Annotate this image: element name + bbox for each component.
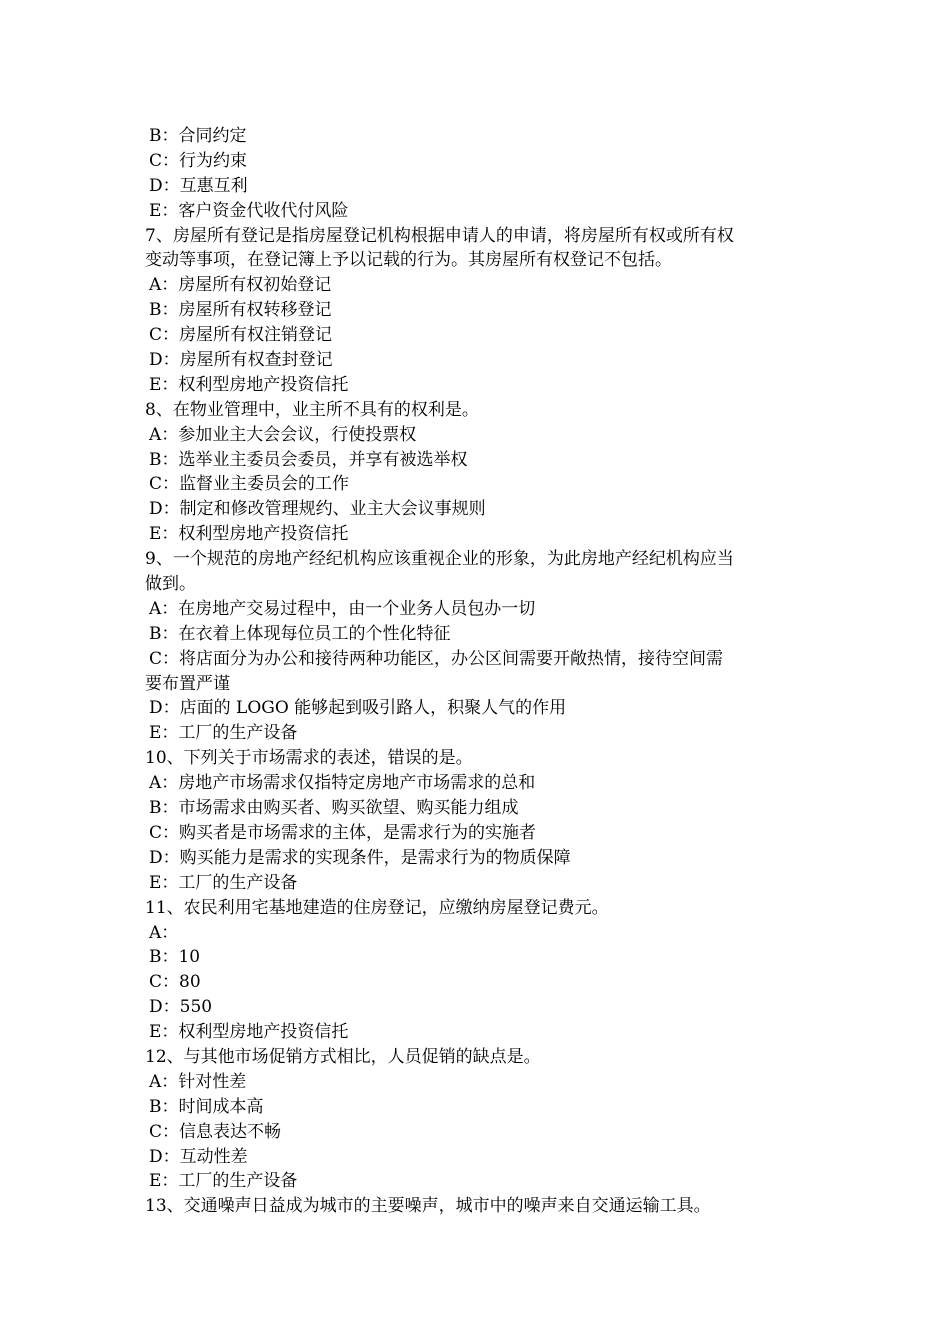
option-line: E：权利型房地产投资信托: [149, 1022, 349, 1043]
question-line: 11、农民利用宅基地建造的住房登记，应缴纳房屋登记费元。: [145, 897, 609, 918]
option-line: B：在衣着上体现每位员工的个性化特征: [149, 623, 451, 644]
option-line: E：客户资金代收代付风险: [149, 200, 349, 221]
option-line: D：互动性差: [149, 1146, 248, 1167]
question-line: 12、与其他市场促销方式相比，人员促销的缺点是。: [145, 1046, 541, 1067]
option-line: E：工厂的生产设备: [149, 872, 298, 893]
question-line: 做到。: [145, 574, 196, 595]
question-line: 13、交通噪声日益成为城市的主要噪声，城市中的噪声来自交通运输工具。: [145, 1196, 711, 1217]
document-body: [145, 124, 815, 1219]
question-line: 9、一个规范的房地产经纪机构应该重视企业的形象，为此房地产经纪机构应当: [145, 549, 734, 570]
option-line: B：合同约定: [149, 126, 247, 146]
option-line: B：房屋所有权转移登记: [149, 300, 332, 321]
question-line: 7、房屋所有登记是指房屋登记机构根据申请人的申请，将房屋所有权或所有权: [145, 225, 734, 246]
option-line: C：80: [149, 972, 201, 993]
option-line: C：将店面分为办公和接待两种功能区，办公区间需要开敞热情，接待空间需: [149, 648, 724, 669]
question-line: 变动等事项，在登记簿上予以记载的行为。其房屋所有权登记不包括。: [145, 250, 672, 271]
option-line: A：参加业主大会会议，行使投票权: [149, 424, 417, 445]
option-line: E：工厂的生产设备: [149, 723, 298, 744]
question-line: 8、在物业管理中，业主所不具有的权利是。: [145, 399, 479, 420]
option-line: E：工厂的生产设备: [149, 1171, 298, 1192]
option-line: A：房屋所有权初始登记: [149, 275, 332, 296]
option-line: D：购买能力是需求的实现条件，是需求行为的物质保障: [149, 847, 571, 868]
option-line: B：选举业主委员会委员，并享有被选举权: [149, 449, 468, 470]
option-line: C：购买者是市场需求的主体，是需求行为的实施者: [149, 822, 537, 843]
option-line: A：房地产市场需求仅指特定房地产市场需求的总和: [149, 773, 536, 794]
question-line: 10、下列关于市场需求的表述，错误的是。: [145, 748, 473, 769]
option-line: E：权利型房地产投资信托: [149, 374, 349, 395]
option-line: A：针对性差: [149, 1071, 247, 1092]
option-line: D：550: [149, 997, 213, 1018]
option-line: C：监督业主委员会的工作: [149, 474, 350, 495]
option-line: A：在房地产交易过程中，由一个业务人员包办一切: [149, 598, 536, 619]
question-line: 要布置严谨: [145, 673, 230, 694]
option-line: C：行为约束: [149, 150, 248, 171]
option-line: A：: [149, 922, 179, 943]
option-line: D：房屋所有权查封登记: [149, 350, 333, 371]
option-line: C：房屋所有权注销登记: [149, 325, 333, 346]
option-line: B：市场需求由购买者、购买欲望、购买能力组成: [149, 798, 519, 819]
option-line: D：店面的 LOGO 能够起到吸引路人，积聚人气的作用: [149, 698, 567, 719]
option-line: D：互惠互利: [149, 175, 248, 196]
option-line: E：权利型房地产投资信托: [149, 524, 349, 545]
option-line: B：时间成本高: [149, 1096, 264, 1117]
option-line: D：制定和修改管理规约、业主大会议事规则: [149, 499, 486, 520]
option-line: C：信息表达不畅: [149, 1121, 282, 1142]
option-line: B：10: [149, 947, 201, 968]
